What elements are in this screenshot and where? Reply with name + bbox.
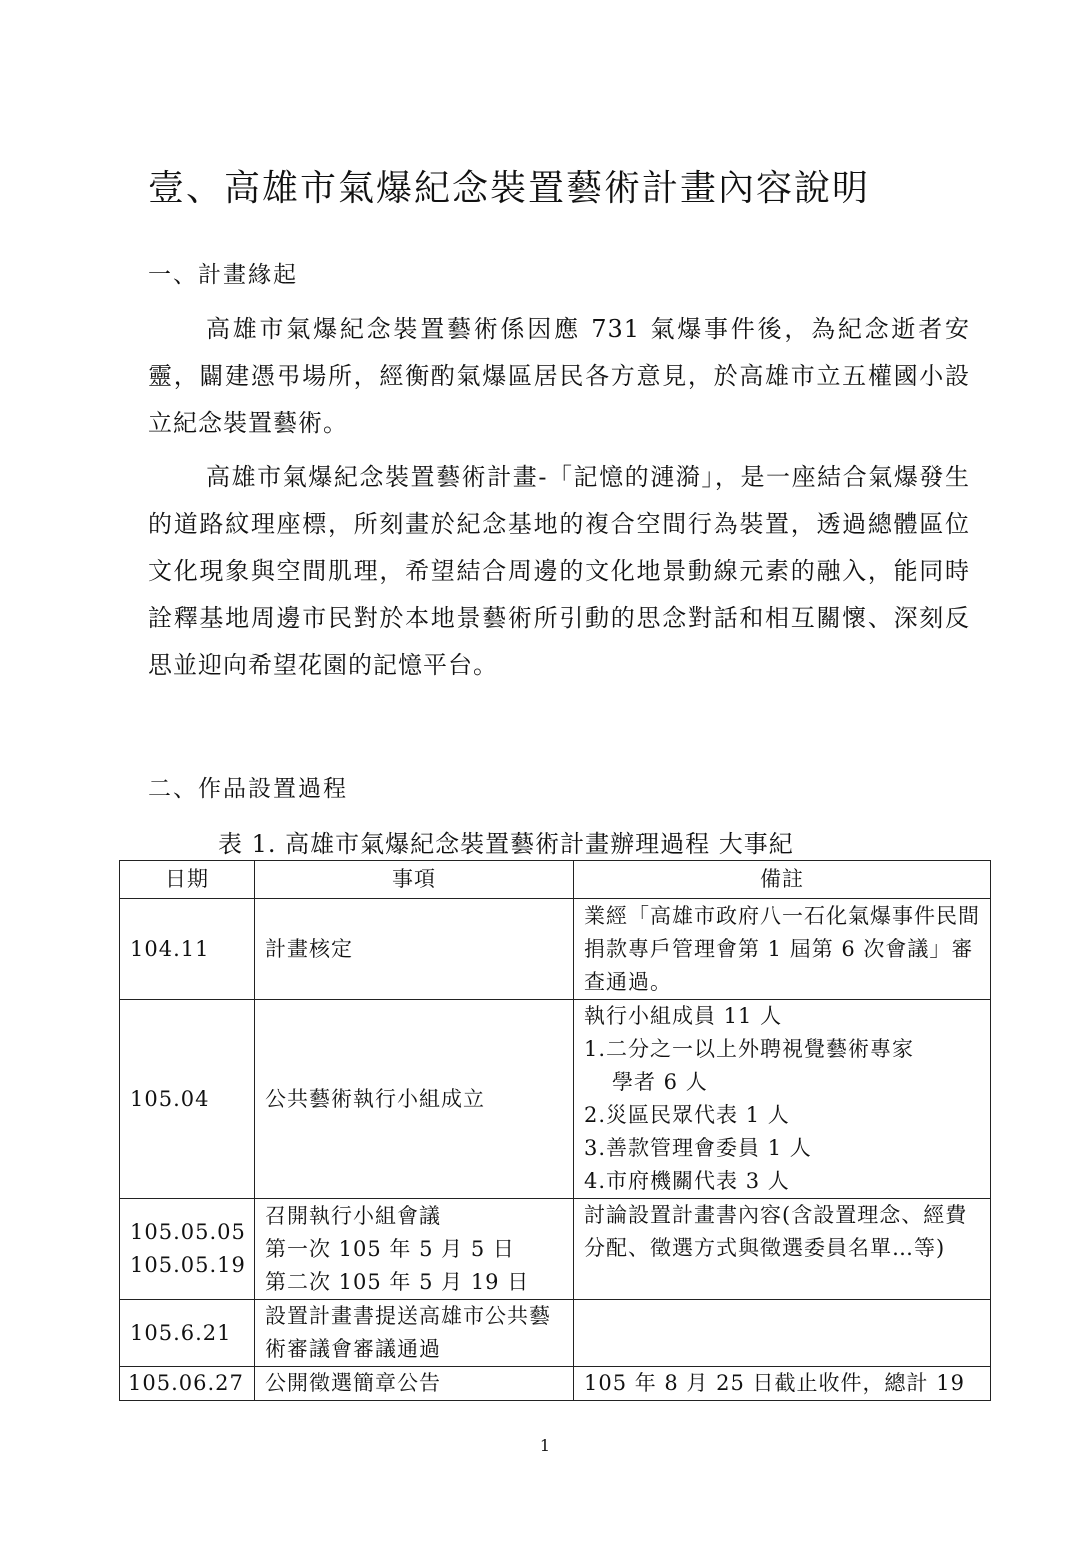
- note-line: 學者 6 人: [612, 1070, 708, 1094]
- paragraph-origin-1: 高雄市氣爆紀念裝置藝術係因應 731 氣爆事件後，為紀念逝者安靈，闢建憑弔場所，經衡酌氣爆區居民各方意見，於高雄市立五權國小設立紀念裝置藝術。: [148, 315, 970, 437]
- note-line: 討論設置計畫書內容(含設置理念、經費分配、徵選方式與徵選委員名單…等): [584, 1203, 968, 1260]
- column-header-note: 備註: [574, 861, 991, 899]
- column-header-item: 事項: [255, 861, 574, 899]
- date-line: 105.05.05: [130, 1220, 246, 1244]
- row-item: [255, 1199, 574, 1300]
- date-line: 105.05.19: [130, 1253, 246, 1277]
- date-line: 105.06.27: [128, 1371, 244, 1395]
- page-title: 壹、高雄市氣爆紀念裝置藝術計畫內容說明: [148, 168, 871, 209]
- row-item: [255, 899, 574, 1000]
- note-line: 執行小組成員 11 人: [584, 1004, 783, 1028]
- row-date: [120, 899, 255, 1000]
- row-item: [255, 1300, 574, 1367]
- section-heading-process: 二、作品設置過程: [148, 776, 348, 802]
- row-date: [120, 1300, 255, 1367]
- table-row: [120, 1000, 991, 1199]
- row-note: [574, 1000, 991, 1199]
- item-line: 召開執行小組會議: [265, 1203, 441, 1228]
- events-table: [119, 860, 991, 1401]
- item-line: 公開徵選簡章公告: [265, 1371, 441, 1395]
- item-line: 公共藝術執行小組成立: [265, 1086, 485, 1111]
- item-line: 第一次 105 年 5 月 5 日: [265, 1236, 515, 1261]
- row-item: [255, 1367, 574, 1401]
- note-line: 3.善款管理會委員 1 人: [584, 1136, 812, 1160]
- row-item: [255, 1000, 574, 1199]
- item-line: 第二次 105 年 5 月 19 日: [265, 1269, 530, 1294]
- paragraph-origin-2: 高雄市氣爆紀念裝置藝術計畫-「記憶的漣漪」，是一座結合氣爆發生的道路紋理座標，所刻畫於紀念基地的複合空間行為裝置，透過總體區位文化現象與空間肌理，希望結合周邊的文化地景動線元素的融入，能同時詮釋基地周邊市民對於本地景藝術所引動的思念對話和相互關懷、深刻反思並迎向希望花園的記憶平台。: [148, 463, 970, 679]
- row-note: [574, 1367, 991, 1401]
- date-line: 104.11: [130, 936, 210, 961]
- row-date: [120, 1000, 255, 1199]
- row-note: [574, 899, 991, 1000]
- table-caption: 表 1. 高雄市氣爆紀念裝置藝術計畫辦理過程 大事紀: [218, 830, 794, 858]
- section-heading-origin: 一、計畫緣起: [148, 262, 298, 288]
- date-line: 105.6.21: [130, 1320, 232, 1345]
- row-note: [574, 1199, 991, 1300]
- note-line: 1.二分之一以上外聘視覺藝術專家: [584, 1037, 915, 1061]
- table-row: [120, 899, 991, 1000]
- page-number: 1: [539, 1436, 551, 1455]
- column-header-date: 日期: [120, 861, 255, 899]
- date-line: 105.04: [130, 1086, 210, 1111]
- table-row: [120, 1367, 991, 1401]
- row-note: [574, 1300, 991, 1367]
- item-line: 設置計畫書提送高雄市公共藝術審議會審議通過: [265, 1304, 551, 1361]
- note-line: 105 年 8 月 25 日截止收件，總計 19: [584, 1371, 965, 1395]
- note-line: 4.市府機關代表 3 人: [584, 1169, 790, 1193]
- note-line: 2.災區民眾代表 1 人: [584, 1103, 790, 1127]
- item-line: 計畫核定: [265, 936, 353, 961]
- row-date: [120, 1199, 255, 1300]
- row-date: [120, 1367, 255, 1401]
- table-row: [120, 1300, 991, 1367]
- note-line: 業經「高雄市政府八一石化氣爆事件民間捐款專戶管理會第 1 屆第 6 次會議」審查通過。: [584, 903, 980, 994]
- table-row: [120, 1199, 991, 1300]
- table-header-row: [120, 861, 991, 899]
